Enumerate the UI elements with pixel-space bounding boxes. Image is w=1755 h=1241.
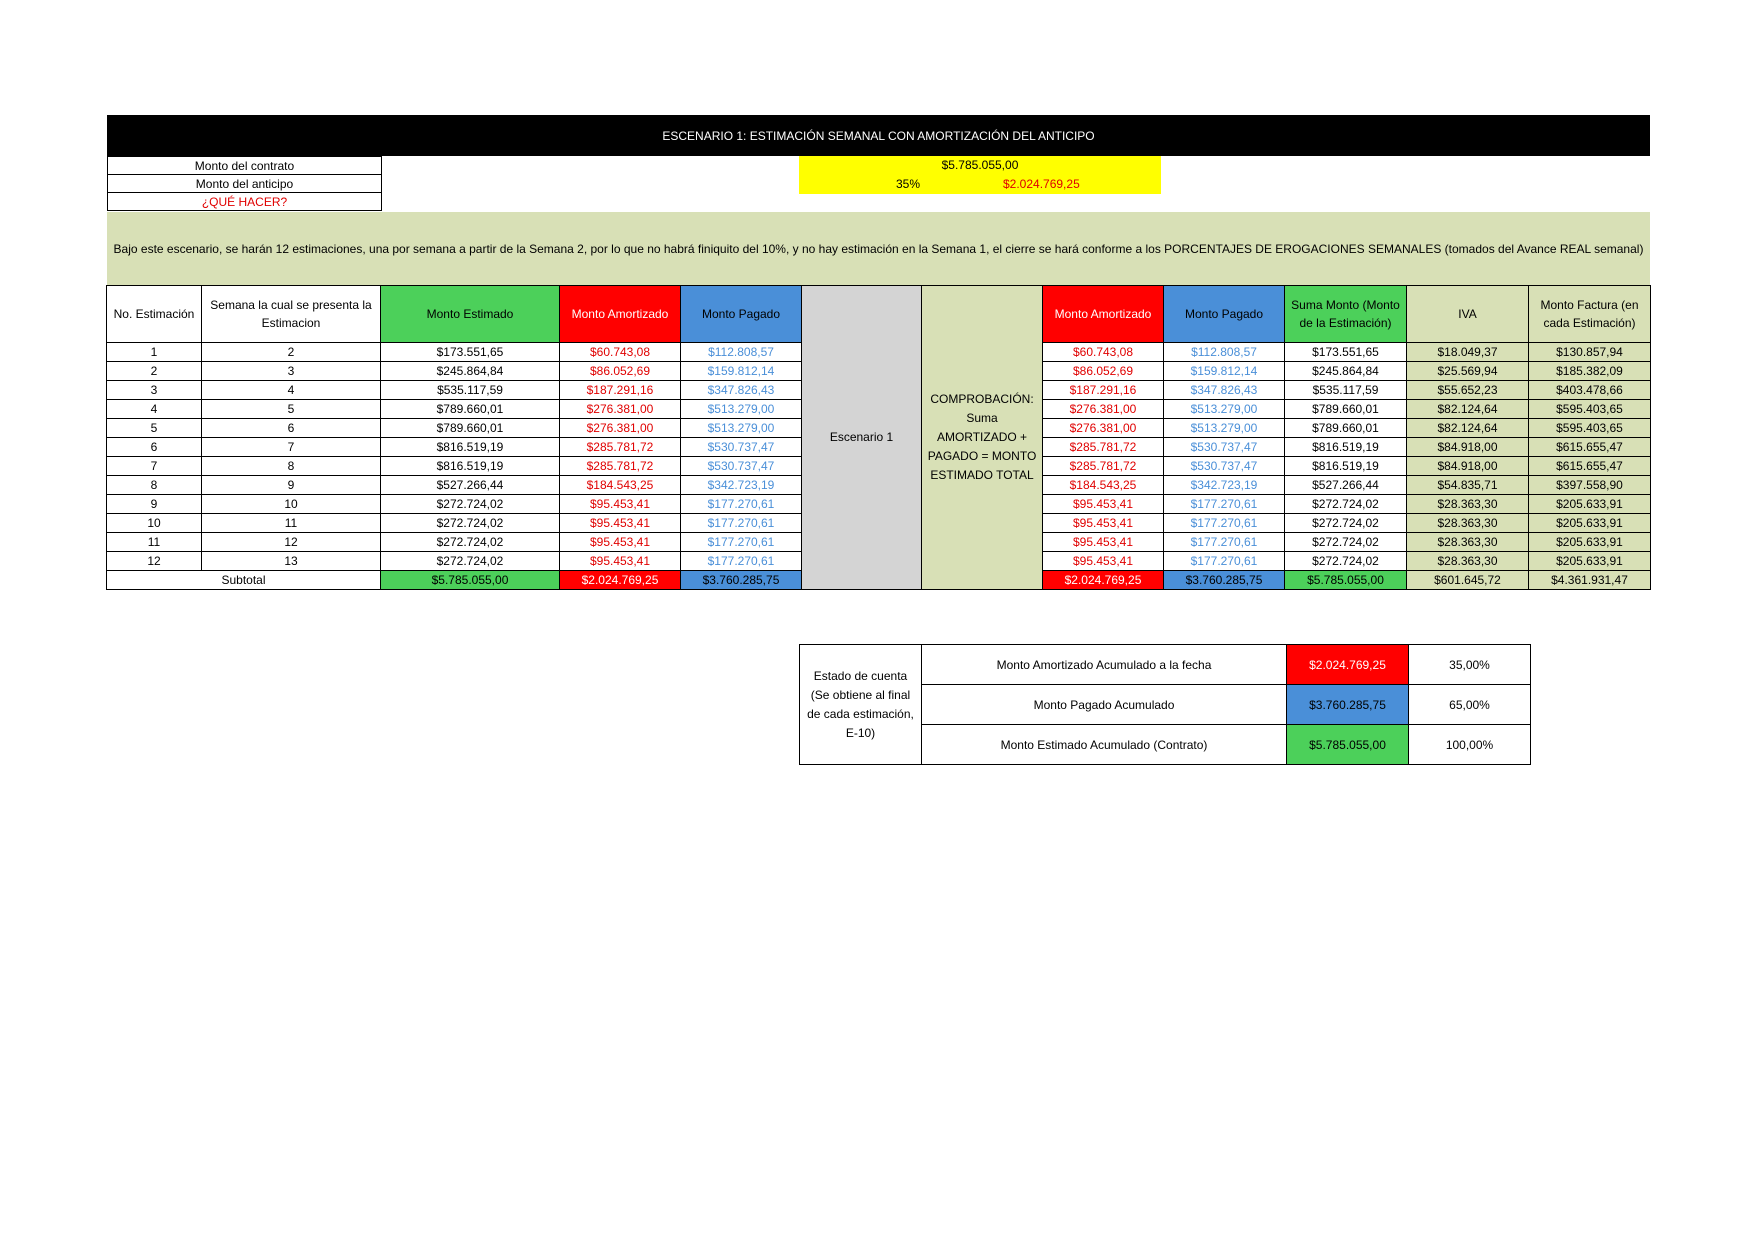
cell-monto-pagado-2: $530.737,47 bbox=[1164, 457, 1285, 476]
cell-suma-monto: $272.724,02 bbox=[1285, 495, 1407, 514]
cell-monto-estimado: $527.266,44 bbox=[381, 476, 560, 495]
cell-iva: $82.124,64 bbox=[1407, 400, 1529, 419]
cell-monto-pagado: $530.737,47 bbox=[681, 457, 802, 476]
cell-monto-amortizado-2: $95.453,41 bbox=[1043, 495, 1164, 514]
cell-week: 5 bbox=[202, 400, 381, 419]
cell-no: 6 bbox=[107, 438, 202, 457]
cell-monto-amortizado: $276.381,00 bbox=[560, 419, 681, 438]
header-suma-monto: Suma Monto (Monto de la Estimación) bbox=[1285, 286, 1407, 343]
header-monto-pagado: Monto Pagado bbox=[681, 286, 802, 343]
cell-monto-estimado: $245.864,84 bbox=[381, 362, 560, 381]
cell-iva: $28.363,30 bbox=[1407, 495, 1529, 514]
cell-no: 12 bbox=[107, 552, 202, 571]
header-monto-estimado: Monto Estimado bbox=[381, 286, 560, 343]
advance-percent: 35% bbox=[896, 177, 921, 191]
cell-monto-amortizado: $95.453,41 bbox=[560, 514, 681, 533]
cell-monto-factura: $205.633,91 bbox=[1529, 552, 1651, 571]
account-status-table bbox=[799, 644, 1531, 765]
cell-monto-pagado: $347.826,43 bbox=[681, 381, 802, 400]
cell-suma-monto: $535.117,59 bbox=[1285, 381, 1407, 400]
cell-no: 8 bbox=[107, 476, 202, 495]
cell-iva: $28.363,30 bbox=[1407, 552, 1529, 571]
cell-suma-monto: $816.519,19 bbox=[1285, 438, 1407, 457]
cell-monto-pagado: $177.270,61 bbox=[681, 514, 802, 533]
cell-monto-amortizado: $285.781,72 bbox=[560, 438, 681, 457]
subtotal-monto-amortizado-2: $2.024.769,25 bbox=[1043, 571, 1164, 590]
advance-amount-label: Monto del anticipo bbox=[108, 175, 382, 193]
cell-iva: $18.049,37 bbox=[1407, 343, 1529, 362]
cell-iva: $25.569,94 bbox=[1407, 362, 1529, 381]
summary-value-amortizado: $2.024.769,25 bbox=[1287, 645, 1409, 685]
cell-monto-pagado-2: $530.737,47 bbox=[1164, 438, 1285, 457]
cell-monto-amortizado: $86.052,69 bbox=[560, 362, 681, 381]
cell-monto-estimado: $272.724,02 bbox=[381, 514, 560, 533]
escenario-label-cell: Escenario 1 bbox=[802, 286, 922, 590]
subtotal-monto-pagado: $3.760.285,75 bbox=[681, 571, 802, 590]
summary-pct-amortizado: 35,00% bbox=[1409, 645, 1531, 685]
cell-monto-amortizado-2: $276.381,00 bbox=[1043, 419, 1164, 438]
cell-week: 11 bbox=[202, 514, 381, 533]
cell-monto-amortizado-2: $95.453,41 bbox=[1043, 552, 1164, 571]
cell-no: 2 bbox=[107, 362, 202, 381]
cell-week: 8 bbox=[202, 457, 381, 476]
cell-monto-amortizado: $95.453,41 bbox=[560, 495, 681, 514]
cell-no: 11 bbox=[107, 533, 202, 552]
cell-monto-estimado: $272.724,02 bbox=[381, 552, 560, 571]
scenario-description: Bajo este escenario, se harán 12 estimaciones, una por semana a partir de la Semana 2, por lo que no habrá finiquito del 10%, y no hay estimación en la Semana 1, el cierre se hará conforme a los PORCENTAJES DE EROGACIONES SEMANALES (tomados del Avance REAL semanal) bbox=[107, 212, 1650, 285]
what-to-do-label: ¿QUÉ HACER? bbox=[108, 193, 382, 211]
cell-monto-amortizado: $60.743,08 bbox=[560, 343, 681, 362]
cell-monto-amortizado-2: $60.743,08 bbox=[1043, 343, 1164, 362]
cell-monto-factura: $595.403,65 bbox=[1529, 419, 1651, 438]
cell-monto-estimado: $816.519,19 bbox=[381, 457, 560, 476]
cell-monto-estimado: $789.660,01 bbox=[381, 400, 560, 419]
cell-monto-pagado: $112.808,57 bbox=[681, 343, 802, 362]
cell-monto-factura: $205.633,91 bbox=[1529, 495, 1651, 514]
cell-week: 4 bbox=[202, 381, 381, 400]
contract-values-box bbox=[799, 156, 1161, 194]
cell-monto-factura: $205.633,91 bbox=[1529, 533, 1651, 552]
advance-amount-value: $2.024.769,25 bbox=[1003, 177, 1080, 191]
header-monto-amortizado-2: Monto Amortizado bbox=[1043, 286, 1164, 343]
cell-monto-pagado-2: $177.270,61 bbox=[1164, 514, 1285, 533]
account-status-label: Estado de cuenta (Se obtiene al final de cada estimación, E-10) bbox=[800, 645, 922, 765]
cell-no: 3 bbox=[107, 381, 202, 400]
cell-monto-pagado: $177.270,61 bbox=[681, 495, 802, 514]
cell-suma-monto: $527.266,44 bbox=[1285, 476, 1407, 495]
cell-no: 1 bbox=[107, 343, 202, 362]
cell-monto-factura: $397.558,90 bbox=[1529, 476, 1651, 495]
header-monto-pagado-2: Monto Pagado bbox=[1164, 286, 1285, 343]
cell-monto-amortizado-2: $184.543,25 bbox=[1043, 476, 1164, 495]
cell-suma-monto: $173.551,65 bbox=[1285, 343, 1407, 362]
cell-monto-amortizado-2: $285.781,72 bbox=[1043, 438, 1164, 457]
cell-suma-monto: $272.724,02 bbox=[1285, 533, 1407, 552]
cell-monto-estimado: $816.519,19 bbox=[381, 438, 560, 457]
subtotal-monto-amortizado: $2.024.769,25 bbox=[560, 571, 681, 590]
contract-amount-value: $5.785.055,00 bbox=[941, 158, 1019, 172]
cell-monto-amortizado: $95.453,41 bbox=[560, 533, 681, 552]
subtotal-iva: $601.645,72 bbox=[1407, 571, 1529, 590]
cell-iva: $84.918,00 bbox=[1407, 457, 1529, 476]
cell-monto-amortizado-2: $86.052,69 bbox=[1043, 362, 1164, 381]
subtotal-label: Subtotal bbox=[107, 571, 381, 590]
cell-monto-pagado: $530.737,47 bbox=[681, 438, 802, 457]
cell-no: 10 bbox=[107, 514, 202, 533]
header-iva: IVA bbox=[1407, 286, 1529, 343]
cell-suma-monto: $272.724,02 bbox=[1285, 514, 1407, 533]
contract-amount-label: Monto del contrato bbox=[108, 157, 382, 175]
subtotal-monto-estimado: $5.785.055,00 bbox=[381, 571, 560, 590]
cell-no: 4 bbox=[107, 400, 202, 419]
cell-monto-pagado: $177.270,61 bbox=[681, 552, 802, 571]
cell-monto-amortizado: $95.453,41 bbox=[560, 552, 681, 571]
cell-monto-pagado-2: $159.812,14 bbox=[1164, 362, 1285, 381]
cell-no: 7 bbox=[107, 457, 202, 476]
cell-monto-estimado: $272.724,02 bbox=[381, 495, 560, 514]
cell-week: 7 bbox=[202, 438, 381, 457]
cell-week: 10 bbox=[202, 495, 381, 514]
cell-monto-factura: $403.478,66 bbox=[1529, 381, 1651, 400]
cell-monto-factura: $205.633,91 bbox=[1529, 514, 1651, 533]
cell-monto-amortizado-2: $95.453,41 bbox=[1043, 533, 1164, 552]
cell-monto-pagado-2: $177.270,61 bbox=[1164, 533, 1285, 552]
cell-monto-amortizado: $285.781,72 bbox=[560, 457, 681, 476]
cell-monto-estimado: $789.660,01 bbox=[381, 419, 560, 438]
cell-monto-amortizado: $187.291,16 bbox=[560, 381, 681, 400]
cell-no: 9 bbox=[107, 495, 202, 514]
subtotal-monto-pagado-2: $3.760.285,75 bbox=[1164, 571, 1285, 590]
cell-monto-amortizado-2: $276.381,00 bbox=[1043, 400, 1164, 419]
contract-info-table bbox=[107, 156, 382, 211]
header-semana: Semana la cual se presenta la Estimacion bbox=[202, 286, 381, 343]
summary-desc-amortizado: Monto Amortizado Acumulado a la fecha bbox=[922, 645, 1287, 685]
cell-suma-monto: $272.724,02 bbox=[1285, 552, 1407, 571]
summary-value-pagado: $3.760.285,75 bbox=[1287, 685, 1409, 725]
cell-suma-monto: $245.864,84 bbox=[1285, 362, 1407, 381]
summary-pct-estimado: 100,00% bbox=[1409, 725, 1531, 765]
cell-monto-factura: $615.655,47 bbox=[1529, 438, 1651, 457]
header-no-estimacion: No. Estimación bbox=[107, 286, 202, 343]
header-monto-amortizado: Monto Amortizado bbox=[560, 286, 681, 343]
subtotal-suma-monto: $5.785.055,00 bbox=[1285, 571, 1407, 590]
cell-monto-pagado-2: $112.808,57 bbox=[1164, 343, 1285, 362]
cell-suma-monto: $789.660,01 bbox=[1285, 400, 1407, 419]
cell-monto-pagado: $342.723,19 bbox=[681, 476, 802, 495]
cell-monto-pagado: $159.812,14 bbox=[681, 362, 802, 381]
cell-week: 13 bbox=[202, 552, 381, 571]
summary-desc-pagado: Monto Pagado Acumulado bbox=[922, 685, 1287, 725]
cell-week: 12 bbox=[202, 533, 381, 552]
cell-no: 5 bbox=[107, 419, 202, 438]
cell-monto-estimado: $173.551,65 bbox=[381, 343, 560, 362]
cell-iva: $84.918,00 bbox=[1407, 438, 1529, 457]
cell-suma-monto: $816.519,19 bbox=[1285, 457, 1407, 476]
cell-monto-amortizado-2: $285.781,72 bbox=[1043, 457, 1164, 476]
cell-monto-amortizado: $276.381,00 bbox=[560, 400, 681, 419]
scenario-title: ESCENARIO 1: ESTIMACIÓN SEMANAL CON AMORTIZACIÓN DEL ANTICIPO bbox=[107, 115, 1650, 156]
cell-monto-pagado-2: $177.270,61 bbox=[1164, 552, 1285, 571]
cell-monto-factura: $595.403,65 bbox=[1529, 400, 1651, 419]
cell-iva: $54.835,71 bbox=[1407, 476, 1529, 495]
cell-monto-amortizado-2: $95.453,41 bbox=[1043, 514, 1164, 533]
summary-pct-pagado: 65,00% bbox=[1409, 685, 1531, 725]
comprobacion-cell: COMPROBACIÓN: Suma AMORTIZADO + PAGADO = MONTO ESTIMADO TOTAL bbox=[922, 286, 1043, 590]
subtotal-monto-factura: $4.361.931,47 bbox=[1529, 571, 1651, 590]
cell-monto-pagado: $513.279,00 bbox=[681, 400, 802, 419]
cell-iva: $28.363,30 bbox=[1407, 514, 1529, 533]
cell-monto-estimado: $535.117,59 bbox=[381, 381, 560, 400]
cell-week: 9 bbox=[202, 476, 381, 495]
cell-monto-pagado: $177.270,61 bbox=[681, 533, 802, 552]
estimation-table bbox=[106, 285, 1651, 590]
cell-monto-estimado: $272.724,02 bbox=[381, 533, 560, 552]
cell-monto-amortizado: $184.543,25 bbox=[560, 476, 681, 495]
cell-week: 6 bbox=[202, 419, 381, 438]
cell-monto-factura: $185.382,09 bbox=[1529, 362, 1651, 381]
cell-week: 3 bbox=[202, 362, 381, 381]
cell-monto-amortizado-2: $187.291,16 bbox=[1043, 381, 1164, 400]
summary-value-estimado: $5.785.055,00 bbox=[1287, 725, 1409, 765]
cell-suma-monto: $789.660,01 bbox=[1285, 419, 1407, 438]
cell-monto-pagado: $513.279,00 bbox=[681, 419, 802, 438]
cell-iva: $55.652,23 bbox=[1407, 381, 1529, 400]
cell-iva: $28.363,30 bbox=[1407, 533, 1529, 552]
summary-desc-estimado: Monto Estimado Acumulado (Contrato) bbox=[922, 725, 1287, 765]
cell-monto-pagado-2: $177.270,61 bbox=[1164, 495, 1285, 514]
cell-monto-pagado-2: $513.279,00 bbox=[1164, 419, 1285, 438]
table-header-row bbox=[107, 286, 1651, 343]
cell-iva: $82.124,64 bbox=[1407, 419, 1529, 438]
cell-monto-pagado-2: $342.723,19 bbox=[1164, 476, 1285, 495]
header-monto-factura: Monto Factura (en cada Estimación) bbox=[1529, 286, 1651, 343]
cell-monto-factura: $615.655,47 bbox=[1529, 457, 1651, 476]
cell-monto-pagado-2: $347.826,43 bbox=[1164, 381, 1285, 400]
cell-monto-factura: $130.857,94 bbox=[1529, 343, 1651, 362]
cell-week: 2 bbox=[202, 343, 381, 362]
advance-row bbox=[799, 175, 1161, 194]
cell-monto-pagado-2: $513.279,00 bbox=[1164, 400, 1285, 419]
